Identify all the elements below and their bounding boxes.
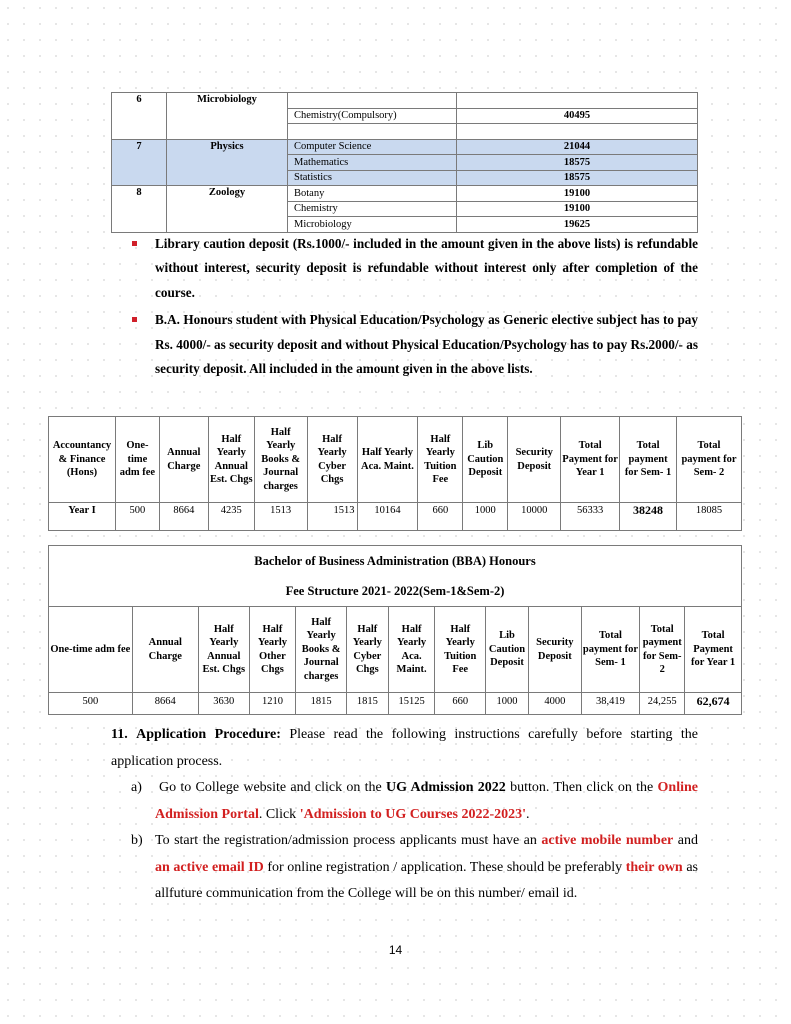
bba-title: Bachelor of Business Administration (BBA) Honours: [49, 546, 742, 577]
cell-value: 38,419: [581, 693, 640, 710]
column-header: Total Payment for Year 1: [685, 607, 742, 693]
subject-name: Microbiology: [288, 217, 457, 233]
cell-value: 15125: [388, 693, 435, 710]
column-header: Total payment for Sem- 1: [620, 417, 677, 503]
column-header: One-time adm fee: [49, 607, 133, 693]
cell-value: 38248: [620, 503, 677, 519]
column-header: Half Yearly Books & Journal charges: [254, 417, 307, 503]
department: Microbiology: [167, 93, 288, 140]
cell-value: 8664: [132, 693, 198, 710]
column-header: Annual Charge: [159, 417, 208, 503]
cell-value: 1000: [463, 503, 508, 519]
cell-value: 56333: [561, 503, 620, 519]
column-header: Half Yearly Tuition Fee: [418, 417, 463, 503]
cell-value: 500: [115, 503, 159, 519]
cell-value: 18085: [677, 503, 742, 519]
cell-value: 10164: [357, 503, 418, 519]
note-item: Library caution deposit (Rs.1000/- included in the amount given in the above lists) is refundable without interest, security deposit is refundable without interest only after completion of the course.: [128, 232, 698, 305]
column-header: Total payment for Sem- 1: [581, 607, 640, 693]
column-header: Lib Caution Deposit: [486, 607, 529, 693]
cell-value: 660: [418, 503, 463, 519]
fee-amount: 19100: [457, 186, 698, 202]
cell-value: 4000: [528, 693, 581, 710]
column-header: One-time adm fee: [115, 417, 159, 503]
subject-name: Statistics: [288, 170, 457, 186]
column-header: Half Yearly Cyber Chgs: [346, 607, 388, 693]
cell-value: 3630: [198, 693, 249, 710]
cell-value: 1000: [486, 693, 529, 710]
subject-name: Computer Science: [288, 139, 457, 155]
bullet-icon: [132, 317, 137, 322]
cell-value: 1815: [346, 693, 388, 710]
fee-amount: 18575: [457, 170, 698, 186]
column-header: Half Yearly Aca. Maint.: [388, 607, 435, 693]
cell-value: Year I: [49, 503, 116, 519]
online-admission-portal-link[interactable]: Online Admission Portal: [155, 780, 698, 822]
column-header: Lib Caution Deposit: [463, 417, 508, 503]
subject-name: Mathematics: [288, 155, 457, 171]
column-header: Security Deposit: [528, 607, 581, 693]
cell-value: 1210: [249, 693, 296, 710]
column-header: Half Yearly Cyber Chgs: [307, 417, 357, 503]
subject-name: [288, 93, 457, 109]
bba-fee-table: [48, 545, 742, 715]
cell-value: 1513: [307, 503, 357, 519]
fee-notes: [128, 232, 698, 384]
column-header: Security Deposit: [508, 417, 561, 503]
table-row: [112, 93, 698, 109]
subject-name: Botany: [288, 186, 457, 202]
subject-name: Chemistry: [288, 201, 457, 217]
cell-value: 500: [49, 693, 133, 710]
fee-amount: 19625: [457, 217, 698, 233]
column-header: Half Yearly Tuition Fee: [435, 607, 486, 693]
fee-amount: 21044: [457, 139, 698, 155]
column-header: Annual Charge: [132, 607, 198, 693]
department: Physics: [167, 139, 288, 186]
procedure-step-b: To start the registration/admission process applicants must have an active mobile number and an active email ID for online registration / application. These should be preferably their own as allfuture communication from the College will be on this number/ email id.: [155, 833, 699, 902]
cell-value: 62,674: [685, 693, 742, 710]
course-number: 8: [112, 186, 167, 233]
cell-value: 1815: [296, 693, 347, 710]
cell-value: 8664: [159, 503, 208, 519]
fee-amount: 18575: [457, 155, 698, 171]
course-number: 7: [112, 139, 167, 186]
course-number: 6: [112, 93, 167, 140]
column-header: Half Yearly Other Chgs: [249, 607, 296, 693]
bba-subtitle: Fee Structure 2021- 2022(Sem-1&Sem-2): [49, 576, 742, 607]
column-header: Total payment for Sem- 2: [640, 607, 685, 693]
fee-amount: 19100: [457, 201, 698, 217]
subject-name: [288, 124, 457, 140]
subject-fee-table: [111, 92, 698, 233]
column-header: Total Payment for Year 1: [561, 417, 620, 503]
admission-ug-courses-link[interactable]: 'Admission to UG Courses 2022-2023': [299, 806, 527, 822]
cell-value: 1513: [254, 503, 307, 519]
subject-name: Chemistry(Compulsory): [288, 108, 457, 124]
procedure-step-a: Go to College website and click on the UG Admission 2022 button. Then click on the Online Admission Portal. Click 'Admission to UG Courses 2022-2023'.: [155, 780, 698, 822]
column-header: Half Yearly Aca. Maint.: [357, 417, 418, 503]
cell-value: 660: [435, 693, 486, 710]
column-header: Half Yearly Books & Journal charges: [296, 607, 347, 693]
column-header: Half Yearly Annual Est. Chgs: [198, 607, 249, 693]
column-header: Total payment for Sem- 2: [677, 417, 742, 503]
note-item: B.A. Honours student with Physical Education/Psychology as Generic elective subject has to pay Rs. 4000/- as security deposit and without Physical Education/Psychology has to pay Rs.2000/- as security deposit. All included in the amount given in the above lists.: [128, 308, 698, 381]
cell-value: 24,255: [640, 693, 685, 710]
page-number: 14: [388, 943, 403, 957]
column-header: Accountancy & Finance (Hons): [49, 417, 116, 503]
bullet-icon: [132, 241, 137, 246]
department: Zoology: [167, 186, 288, 233]
application-procedure: 11. Application Procedure: Please read the following instructions carefully before starting the application process.: [111, 727, 699, 769]
accountancy-fee-table: [48, 416, 742, 531]
fee-amount: [457, 93, 698, 109]
table-row: [112, 139, 698, 155]
fee-amount: [457, 124, 698, 140]
cell-value: 10000: [508, 503, 561, 519]
table-row: [112, 186, 698, 202]
fee-amount: 40495: [457, 108, 698, 124]
item-a-marker: a): [131, 780, 142, 795]
cell-value: 4235: [208, 503, 254, 519]
column-header: Half Yearly Annual Est. Chgs: [208, 417, 254, 503]
item-b-marker: b): [131, 833, 143, 848]
procedure-heading: Application Procedure:: [136, 727, 281, 742]
